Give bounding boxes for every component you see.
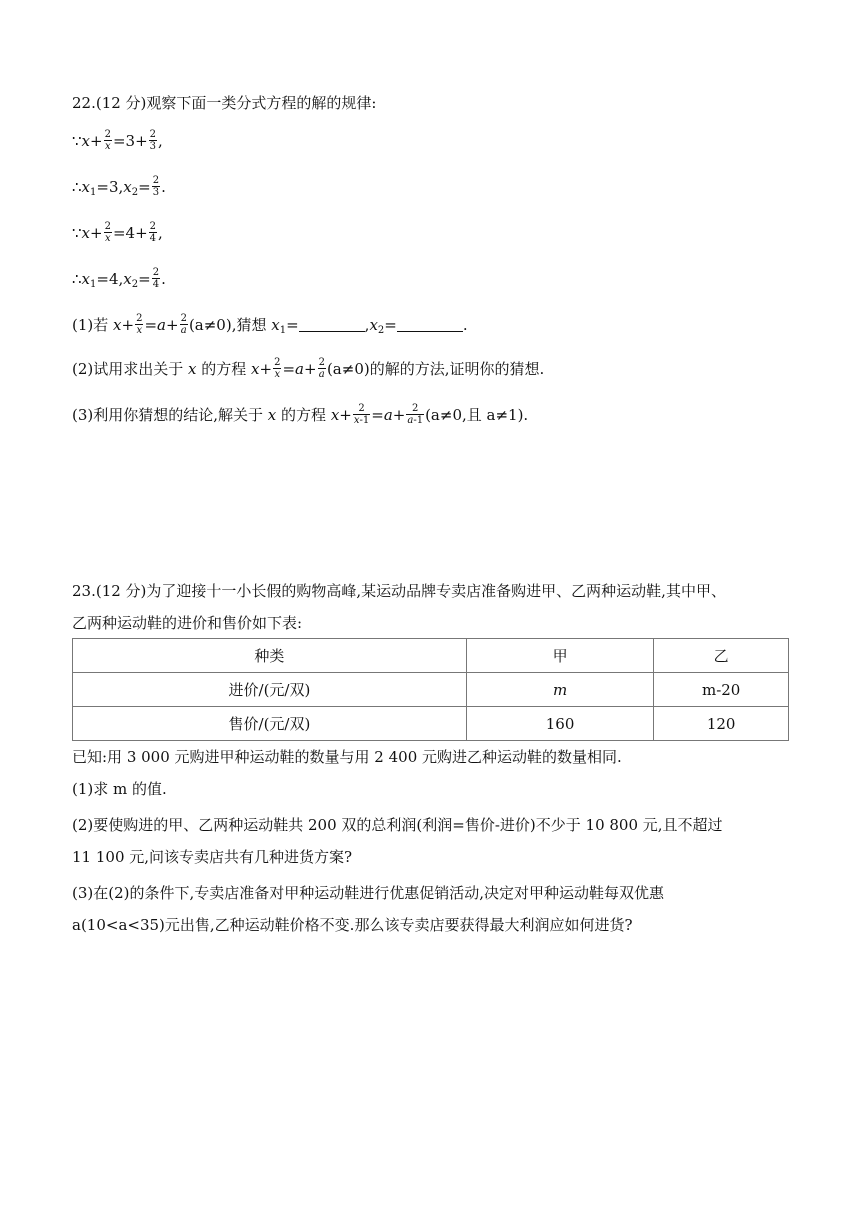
table-header: 乙 bbox=[654, 639, 789, 673]
q22-example1-equation: ∵x+ $\frac{2}{x}$ =3+ $\frac{2}{3}$ , bbox=[72, 128, 163, 152]
table-row bbox=[73, 707, 789, 741]
q23-part3-line2: a(10<a<35)元出售,乙种运动鞋价格不变.那么该专卖店要获得最大利润应如何进货? bbox=[72, 916, 633, 934]
price-table bbox=[72, 638, 789, 741]
table-header: 种类 bbox=[73, 639, 467, 673]
q22-example2-solution: $\therefore x_1=4,x_2=$ $\frac{2}{4}$ . bbox=[72, 266, 166, 290]
table-cell: 进价/(元/双) bbox=[73, 673, 467, 707]
q23-heading-line2: 乙两种运动鞋的进价和售价如下表: bbox=[72, 614, 303, 632]
table-cell: 售价/(元/双) bbox=[73, 707, 467, 741]
q22-example2-equation: ∵x+ $\frac{2}{x}$ =4+ $\frac{2}{4}$ , bbox=[72, 220, 163, 244]
q22-example1-solution: $\therefore x_1=3,x_2=$ $\frac{2}{3}$ . bbox=[72, 174, 166, 198]
q23-part3-line1: (3)在(2)的条件下,专卖店准备对甲种运动鞋进行优惠促销活动,决定对甲种运动鞋每双优惠 bbox=[72, 884, 665, 902]
table-row bbox=[73, 673, 789, 707]
table-cell: m-20 bbox=[654, 673, 789, 707]
answer-blank-x2[interactable] bbox=[397, 317, 463, 332]
q22-part2: (2)试用求出关于 x 的方程 x+ $\frac{2}{x}$ =a+ $\frac{2}{a}$ (a≠0)的解的方法,证明你的猜想. bbox=[72, 356, 545, 380]
q22-heading: 22.(12 分)观察下面一类分式方程的解的规律: bbox=[72, 94, 377, 112]
table-header: 甲 bbox=[466, 639, 653, 673]
q23-part2-line1: (2)要使购进的甲、乙两种运动鞋共 200 双的总利润(利润=售价-进价)不少于 10 800 元,且不超过 bbox=[72, 816, 723, 834]
table-cell: 160 bbox=[466, 707, 653, 741]
table-cell: 120 bbox=[654, 707, 789, 741]
table-header-row bbox=[73, 639, 789, 673]
q23-part1: (1)求 m 的值. bbox=[72, 780, 167, 798]
q23-given: 已知:用 3 000 元购进甲种运动鞋的数量与用 2 400 元购进乙种运动鞋的数量相同. bbox=[72, 748, 622, 766]
q23-part2-line2: 11 100 元,问该专卖店共有几种进货方案? bbox=[72, 848, 353, 866]
q22-part3: (3)利用你猜想的结论,解关于 x 的方程 x+ $\frac{2}{x-1}$ =a+ $\frac{2}{a-1}$ (a≠0,且 a≠1). bbox=[72, 402, 529, 426]
table-cell: m bbox=[466, 673, 653, 707]
q22-part1: (1)若 x+ $\frac{2}{x}$ =a+ $\frac{2}{a}$ (a≠0),猜想 $x_1= ,x_2=$ . bbox=[72, 312, 468, 336]
q23-heading-line1: 23.(12 分)为了迎接十一小长假的购物高峰,某运动品牌专卖店准备购进甲、乙两种运动鞋,其中甲、 bbox=[72, 582, 726, 600]
answer-blank-x1[interactable] bbox=[299, 317, 365, 332]
